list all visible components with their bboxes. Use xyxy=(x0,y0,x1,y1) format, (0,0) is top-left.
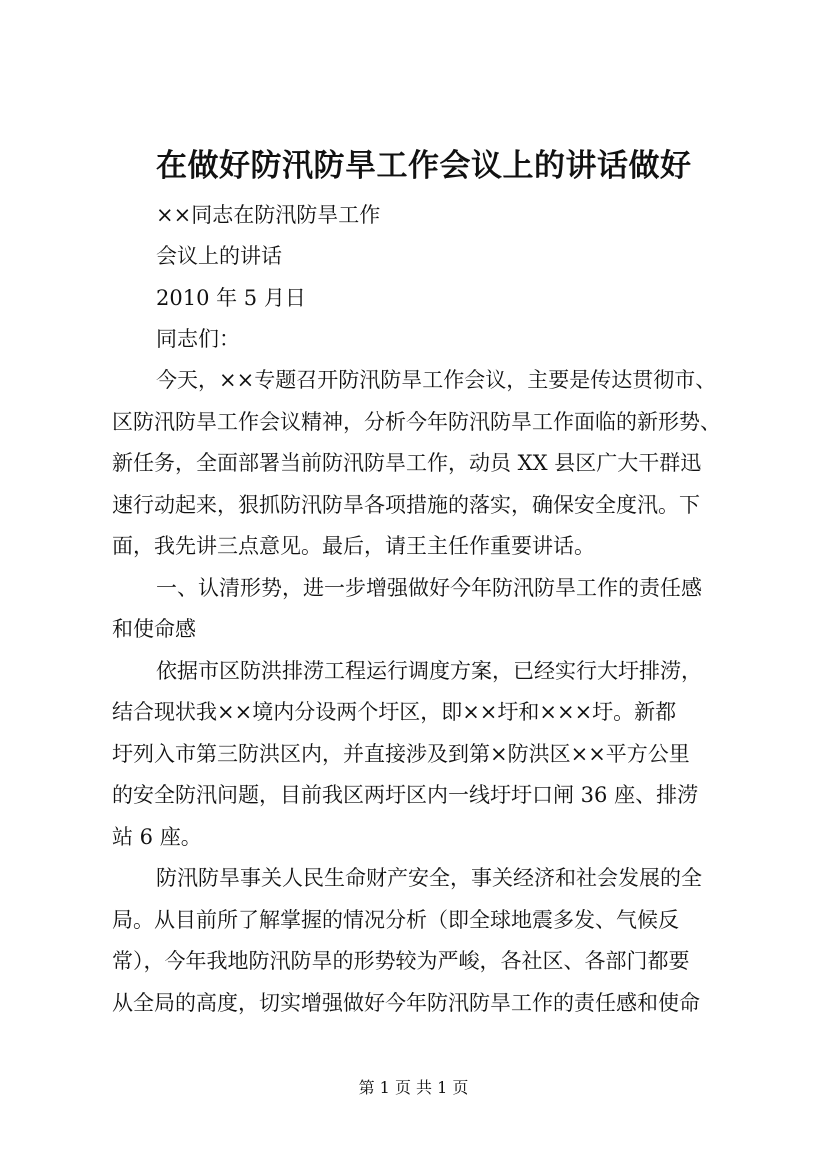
speech-title-line: 会议上的讲话 xyxy=(156,244,282,268)
paragraph-1-line-3: 新任务，全面部署当前防汛防旱工作，动员 XX 县区广大干群迅 xyxy=(112,451,702,475)
paragraph-4-line-4: 从全局的高度，切实增强做好今年防汛防旱工作的责任感和使命 xyxy=(112,991,700,1015)
speaker-line: ××同志在防汛防旱工作 xyxy=(156,203,381,227)
page-title: 在做好防汛防旱工作会议上的讲话做好 xyxy=(156,148,692,184)
paragraph-3-line-5: 站 6 座。 xyxy=(112,825,202,849)
paragraph-1-line-5: 面，我先讲三点意见。最后，请王主任作重要讲话。 xyxy=(112,534,595,558)
paragraph-1-line-2: 区防汛防旱工作会议精神，分析今年防汛防旱工作面临的新形势、 xyxy=(112,410,721,434)
salutation-line: 同志们： xyxy=(156,327,240,351)
paragraph-3-line-1: 依据市区防洪排涝工程运行调度方案，已经实行大圩排涝， xyxy=(156,659,702,683)
paragraph-3-line-2: 结合现状我××境内分设两个圩区，即××圩和×××圩。新都 xyxy=(112,700,677,724)
paragraph-3-line-3: 圩列入市第三防洪区内，并直接涉及到第×防洪区××平方公里 xyxy=(112,742,690,766)
paragraph-4-line-2: 局。从目前所了解掌握的情况分析（即全球地震多发、气候反 xyxy=(112,908,679,932)
paragraph-3-line-4: 的安全防汛问题，目前我区两圩区内一线圩圩口闸 36 座、排涝 xyxy=(112,783,699,807)
paragraph-4-line-1: 防汛防旱事关人民生命财产安全，事关经济和社会发展的全 xyxy=(156,866,702,890)
section-1-heading-line-1: 一、认清形势，进一步增强做好今年防汛防旱工作的责任感 xyxy=(156,576,702,600)
paragraph-1-line-4: 速行动起来，狠抓防汛防旱各项措施的落实，确保安全度汛。下 xyxy=(112,493,700,517)
paragraph-4-line-3: 常），今年我地防汛防旱的形势较为严峻，各社区、各部门都要 xyxy=(112,949,690,973)
page-footer: 第 1 页 共 1 页 xyxy=(358,1078,469,1097)
paragraph-1-line-1: 今天，××专题召开防汛防旱工作会议，主要是传达贯彻市、 xyxy=(156,368,717,392)
section-1-heading-line-2: 和使命感 xyxy=(112,617,196,641)
date-line: 2010 年 5 月日 xyxy=(156,286,306,310)
